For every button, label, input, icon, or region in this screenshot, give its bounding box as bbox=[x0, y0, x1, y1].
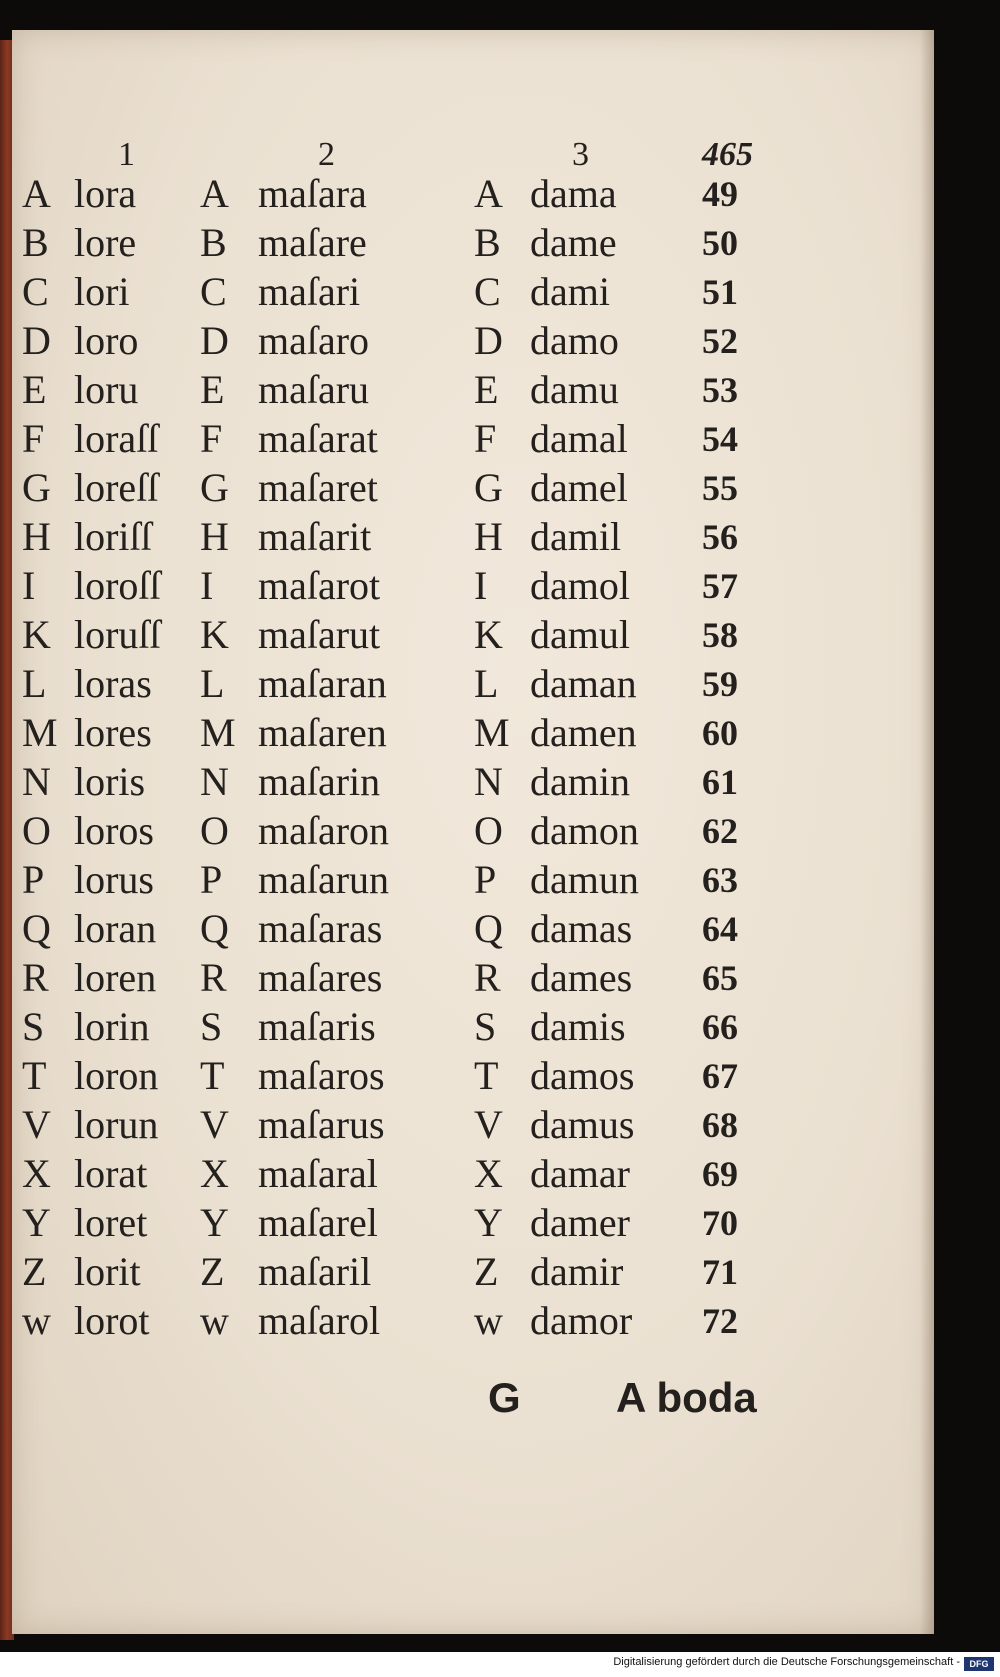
row-number: 52 bbox=[702, 321, 738, 361]
col2-word: maſaran bbox=[258, 661, 387, 706]
col2-letter: w bbox=[200, 1298, 229, 1343]
col1-letter: A bbox=[22, 171, 51, 216]
col2-word: maſari bbox=[258, 269, 361, 314]
col3-letter: V bbox=[474, 1102, 503, 1147]
col2-word: maſaron bbox=[258, 808, 390, 853]
col3-word: damar bbox=[530, 1151, 630, 1196]
col2-letter: T bbox=[200, 1053, 225, 1098]
col1-letter: G bbox=[22, 465, 51, 510]
col2-letter: I bbox=[200, 563, 214, 608]
col1-word: loroſſ bbox=[74, 563, 161, 608]
row-number: 58 bbox=[702, 615, 738, 655]
col2-word: maſara bbox=[258, 171, 367, 216]
table-row bbox=[12, 1199, 934, 1247]
table-row bbox=[12, 807, 934, 855]
table-row bbox=[12, 1052, 934, 1100]
col3-word: damu bbox=[530, 367, 619, 412]
table-row bbox=[12, 170, 934, 218]
col2-word: maſarol bbox=[258, 1298, 381, 1343]
col1-letter: C bbox=[22, 269, 49, 314]
row-number: 68 bbox=[702, 1105, 738, 1145]
col1-letter: O bbox=[22, 808, 51, 853]
col1-letter: T bbox=[22, 1053, 47, 1098]
col2-letter: E bbox=[200, 367, 225, 412]
col2-letter: P bbox=[200, 857, 223, 902]
col1-word: lorus bbox=[74, 857, 154, 902]
col2-letter: B bbox=[200, 220, 227, 265]
col3-letter: N bbox=[474, 759, 503, 804]
col1-letter: I bbox=[22, 563, 36, 608]
col2-word: maſarun bbox=[258, 857, 390, 902]
row-number: 67 bbox=[702, 1056, 738, 1096]
col3-word: dami bbox=[530, 269, 610, 314]
table-row bbox=[12, 856, 934, 904]
col3-word: damo bbox=[530, 318, 619, 363]
col1-letter: B bbox=[22, 220, 49, 265]
col3-letter: Z bbox=[474, 1249, 499, 1294]
col1-word: loruſſ bbox=[74, 612, 161, 657]
col3-word: damus bbox=[530, 1102, 635, 1147]
table-row bbox=[12, 415, 934, 463]
col1-word: lorin bbox=[74, 1004, 150, 1049]
col3-letter: Y bbox=[474, 1200, 503, 1245]
table-row bbox=[12, 366, 934, 414]
col1-letter: N bbox=[22, 759, 51, 804]
col2-letter: A bbox=[200, 171, 229, 216]
col1-word: loriſſ bbox=[74, 514, 152, 559]
table-row bbox=[12, 1297, 934, 1345]
table-row bbox=[12, 513, 934, 561]
col1-letter: Q bbox=[22, 906, 51, 951]
col2-letter: G bbox=[200, 465, 229, 510]
col1-word: loren bbox=[74, 955, 157, 1000]
table-row bbox=[12, 1101, 934, 1149]
col2-letter: L bbox=[200, 661, 225, 706]
col3-letter: S bbox=[474, 1004, 497, 1049]
col1-word: loron bbox=[74, 1053, 159, 1098]
col3-word: damul bbox=[530, 612, 630, 657]
row-number: 72 bbox=[702, 1301, 738, 1341]
col1-letter: K bbox=[22, 612, 51, 657]
col1-letter: R bbox=[22, 955, 49, 1000]
col2-word: maſaras bbox=[258, 906, 383, 951]
book-page bbox=[12, 30, 934, 1634]
col2-letter: R bbox=[200, 955, 227, 1000]
col1-letter: P bbox=[22, 857, 45, 902]
row-number: 60 bbox=[702, 713, 738, 753]
col3-letter: D bbox=[474, 318, 503, 363]
row-number: 53 bbox=[702, 370, 738, 410]
col3-letter: I bbox=[474, 563, 488, 608]
catchword-letter: G bbox=[488, 1374, 521, 1421]
col3-word: damas bbox=[530, 906, 633, 951]
table-row bbox=[12, 905, 934, 953]
col1-word: lore bbox=[74, 220, 137, 265]
col1-letter: V bbox=[22, 1102, 51, 1147]
col2-word: maſaris bbox=[258, 1004, 376, 1049]
col2-letter: H bbox=[200, 514, 229, 559]
col1-word: lorot bbox=[74, 1298, 150, 1343]
col3-word: damer bbox=[530, 1200, 630, 1245]
col3-word: damen bbox=[530, 710, 637, 755]
col2-word: maſarit bbox=[258, 514, 372, 559]
col2-letter: C bbox=[200, 269, 227, 314]
col3-word: damir bbox=[530, 1249, 624, 1294]
col2-word: maſarel bbox=[258, 1200, 378, 1245]
col1-word: lores bbox=[74, 710, 152, 755]
row-number: 69 bbox=[702, 1154, 738, 1194]
table-row bbox=[12, 317, 934, 365]
col3-word: damel bbox=[530, 465, 628, 510]
col2-letter: N bbox=[200, 759, 229, 804]
table-row bbox=[12, 1003, 934, 1051]
col1-word: loris bbox=[74, 759, 146, 804]
col1-letter: H bbox=[22, 514, 51, 559]
col3-word: daman bbox=[530, 661, 637, 706]
row-number: 63 bbox=[702, 860, 738, 900]
col3-letter: L bbox=[474, 661, 499, 706]
row-number: 49 bbox=[702, 174, 738, 214]
col2-word: maſaren bbox=[258, 710, 387, 755]
table-row bbox=[12, 611, 934, 659]
credit-bar bbox=[0, 1652, 1000, 1677]
col2-word: maſaral bbox=[258, 1151, 378, 1196]
page-number: 465 bbox=[702, 136, 753, 173]
col3-letter: X bbox=[474, 1151, 503, 1196]
col2-word: maſaro bbox=[258, 318, 370, 363]
row-number: 56 bbox=[702, 517, 738, 557]
row-number: 50 bbox=[702, 223, 738, 263]
col1-word: loru bbox=[74, 367, 139, 412]
col2-letter: D bbox=[200, 318, 229, 363]
col3-letter: T bbox=[474, 1053, 499, 1098]
table-row bbox=[12, 1248, 934, 1296]
col2-letter: S bbox=[200, 1004, 223, 1049]
col3-word: damis bbox=[530, 1004, 626, 1049]
dfg-logo: DFG bbox=[964, 1657, 994, 1671]
col3-letter: E bbox=[474, 367, 499, 412]
col3-letter: Q bbox=[474, 906, 503, 951]
col3-word: damor bbox=[530, 1298, 633, 1343]
col1-letter: D bbox=[22, 318, 51, 363]
table-row bbox=[12, 268, 934, 316]
row-number: 65 bbox=[702, 958, 738, 998]
col2-letter: V bbox=[200, 1102, 229, 1147]
catchword-text: A boda bbox=[616, 1374, 757, 1421]
col3-letter: F bbox=[474, 416, 497, 461]
col1-word: lorun bbox=[74, 1102, 159, 1147]
col2-letter: K bbox=[200, 612, 229, 657]
col3-word: damol bbox=[530, 563, 630, 608]
col1-letter: F bbox=[22, 416, 45, 461]
col3-word: damos bbox=[530, 1053, 635, 1098]
col2-letter: F bbox=[200, 416, 223, 461]
col2-word: maſarin bbox=[258, 759, 381, 804]
col1-letter: Y bbox=[22, 1200, 51, 1245]
row-number: 61 bbox=[702, 762, 738, 802]
row-number: 71 bbox=[702, 1252, 738, 1292]
col2-word: maſaret bbox=[258, 465, 378, 510]
col1-letter: X bbox=[22, 1151, 51, 1196]
table-row bbox=[12, 954, 934, 1002]
col2-word: maſare bbox=[258, 220, 367, 265]
col2-word: maſarut bbox=[258, 612, 381, 657]
col2-letter: Q bbox=[200, 906, 229, 951]
row-number: 66 bbox=[702, 1007, 738, 1047]
col3-letter: K bbox=[474, 612, 503, 657]
col3-word: damin bbox=[530, 759, 630, 804]
row-number: 57 bbox=[702, 566, 738, 606]
row-number: 64 bbox=[702, 909, 738, 949]
row-number: 62 bbox=[702, 811, 738, 851]
col3-word: dames bbox=[530, 955, 633, 1000]
col1-letter: M bbox=[22, 710, 58, 755]
col3-letter: P bbox=[474, 857, 497, 902]
col3-word: damon bbox=[530, 808, 639, 853]
row-number: 59 bbox=[702, 664, 738, 704]
col3-word: damal bbox=[530, 416, 628, 461]
col3-letter: O bbox=[474, 808, 503, 853]
col1-word: loras bbox=[74, 661, 152, 706]
col3-word: dama bbox=[530, 171, 617, 216]
col1-letter: E bbox=[22, 367, 47, 412]
col2-word: maſaru bbox=[258, 367, 370, 412]
col1-word: loreſſ bbox=[74, 465, 159, 510]
col1-word: lorit bbox=[74, 1249, 141, 1294]
col1-word: loraſſ bbox=[74, 416, 159, 461]
col2-letter: Z bbox=[200, 1249, 225, 1294]
col1-letter: w bbox=[22, 1298, 51, 1343]
col3-letter: C bbox=[474, 269, 501, 314]
col2-word: maſaril bbox=[258, 1249, 372, 1294]
col3-letter: A bbox=[474, 171, 503, 216]
col2-letter: Y bbox=[200, 1200, 229, 1245]
col2-letter: O bbox=[200, 808, 229, 853]
row-number: 54 bbox=[702, 419, 738, 459]
col2-word: maſares bbox=[258, 955, 383, 1000]
table-row bbox=[12, 1150, 934, 1198]
row-number: 51 bbox=[702, 272, 738, 312]
col1-word: loros bbox=[74, 808, 154, 853]
table-row bbox=[12, 219, 934, 267]
col3-letter: G bbox=[474, 465, 503, 510]
col2-word: maſarus bbox=[258, 1102, 385, 1147]
table-row bbox=[12, 660, 934, 708]
table-row bbox=[12, 758, 934, 806]
column-number-2: 2 bbox=[318, 136, 335, 173]
col3-letter: H bbox=[474, 514, 503, 559]
col3-word: damun bbox=[530, 857, 639, 902]
col1-word: lorat bbox=[74, 1151, 148, 1196]
col2-letter: M bbox=[200, 710, 236, 755]
col3-letter: w bbox=[474, 1298, 503, 1343]
col1-letter: Z bbox=[22, 1249, 47, 1294]
column-number-3: 3 bbox=[572, 136, 589, 173]
col3-word: damil bbox=[530, 514, 622, 559]
table-row bbox=[12, 464, 934, 512]
col1-word: lori bbox=[74, 269, 130, 314]
col3-letter: R bbox=[474, 955, 501, 1000]
col2-word: maſaros bbox=[258, 1053, 385, 1098]
col1-word: loran bbox=[74, 906, 157, 951]
col1-letter: S bbox=[22, 1004, 45, 1049]
col3-word: dame bbox=[530, 220, 617, 265]
col1-word: lora bbox=[74, 171, 137, 216]
col2-word: maſarot bbox=[258, 563, 381, 608]
col3-letter: B bbox=[474, 220, 501, 265]
col1-word: loro bbox=[74, 318, 139, 363]
row-number: 55 bbox=[702, 468, 738, 508]
col2-letter: X bbox=[200, 1151, 229, 1196]
col1-letter: L bbox=[22, 661, 47, 706]
col3-letter: M bbox=[474, 710, 510, 755]
table-row bbox=[12, 709, 934, 757]
column-number-1: 1 bbox=[118, 136, 135, 173]
col2-word: maſarat bbox=[258, 416, 378, 461]
row-number: 70 bbox=[702, 1203, 738, 1243]
col1-word: loret bbox=[74, 1200, 148, 1245]
table-row bbox=[12, 562, 934, 610]
credit-text: Digitalisierung gefördert durch die Deutsche Forschungsgemeinschaft - bbox=[613, 1656, 960, 1668]
